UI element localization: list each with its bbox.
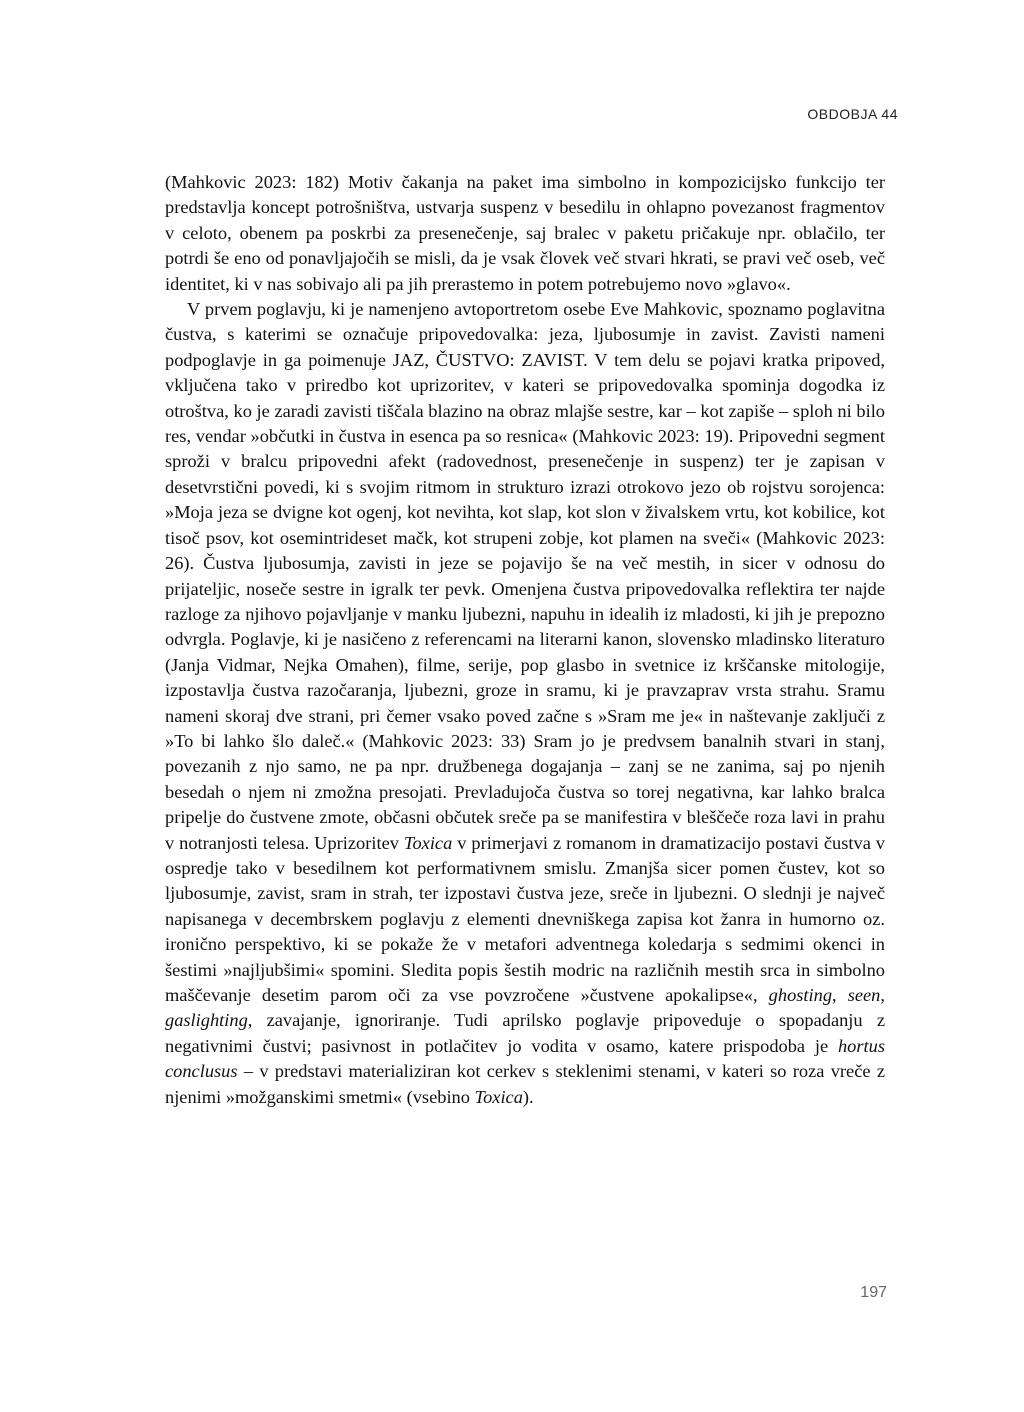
paragraph [165,297,885,1110]
italic-term: ghosting [768,985,833,1005]
italic-term: seen [847,985,881,1005]
paragraph-text: – v predstavi materializiran kot cerkev s steklenimi stenami, v kateri so roza vreče z njenimi »možganskimi smetmi« (vsebino [165,1061,885,1107]
paragraph-text: v primerjavi z romanom in dramatizacijo postavi čustva v ospredje tako v besedilnem kot performativnem smislu. Zmanjša sicer pomen čustev, kot so ljubosumje, zavist, sram in strah, ter izpostavi čustva jeze, sreče in ljubezni. O slednji je največ napisanega v decembrskem poglavju z elementi dnevniškega zapisa kot žanra in humorno oz. ironično perspektivo, ki se pokaže že v metafori adventnega koledarja s sedmimi okenci in šestimi »najljubšimi« spomini. Sledita popis šestih modric na različnih mestih srca in simbolno maščevanje desetim parom oči za vse povzročene »čustvene apokalipse«, [165,832,886,1005]
italic-title: Toxica [474,1086,523,1107]
separator: , [880,985,885,1005]
body-text [165,170,885,1110]
paragraph-text: ). [522,1086,534,1107]
paragraph-text: , zavajanje, ignoriranje. Tudi aprilsko poglavje pripoveduje o spopadanju z negativnimi čustvi; pasivnost in potlačitev jo vodita v osamo, katere prispodoba je [165,1010,885,1056]
paragraph-text: V prvem poglavju, ki je namenjeno avtoportretom osebe Eve Mahkovic, spoznamo poglavitna čustva, s katerimi se označuje pripovedovalka: jeza, ljubosumje in zavist. Zavisti nameni podpoglavje in ga poimenuje JAZ, ČUSTVO: ZAVIST. V tem delu se pojavi kratka pripoved, vključena tako v priredbo kot uprizoritev, v kateri se pripovedovalka spominja dogodka iz otroštva, ko je zaradi zavisti tiščala blazino na obraz mlajše sestre, kar – kot zapiše – sploh ni bilo res, vendar »občutki in čustva in esenca pa so resnica« (Mahkovic 2023: 19). Pripovedni segment sproži v bralcu pripovedni afekt (radovednost, presenečenje in suspenz) ter je zapisan v desetvrstični povedi, ki s svojim ritmom in strukturo izrazi otrokovo jezo ob rojstvu sorojenca: »Moja jeza se dvigne kot ogenj, kot nevihta, kot slap, kot slon v živalskem vrtu, kot kobilice, kot tisoč psov, kot osemintrideset mačk, kot strupeni zobje, kot plamen na sveči« (Mahkovic 2023: 26). Čustva ljubosumja, zavisti in jeze se pojavijo še na več mestih, in sicer v odnosu do prijateljic, noseče sestre in igralk ter pevk. Omenjena čustva pripovedovalka reflektira ter najde razloge za njihovo pojavljanje v manku ljubezni, napuhu in idealih iz mladosti, ki jih je prepozno odvrgla. Poglavje, ki je nasičeno z referencami na literarni kanon, slovensko mladinsko literaturo (Janja Vidmar, Nejka Omahen), filme, serije, pop glasbo in svetnice iz krščanske mitologije, izpostavlja čustva razočaranja, ljubezni, groze in sramu, ki je pravzaprav vrsta strahu. Sramu nameni skoraj dve strani, pri čemer vsako poved začne s »Sram me je« in naštevanje zaključi z »To bi lahko šlo daleč.« (Mahkovic 2023: 33) Sram jo je predvsem banalnih stvari in stanj, povezanih z njo samo, ne pa npr. družbenega dogajanja – zanj se ne zanima, saj po njenih besedah o njem ni zmožna presojati. Prevladujoča čustva so torej negativna, kar lahko bralca pripelje do čustvene zmote, občasni občutek sreče pa se manifestira v bleščeče roza lavi in prahu v notranjosti telesa. Uprizoritev [165,299,885,853]
page-number: 197 [860,1284,887,1301]
italic-title: Toxica [403,832,453,853]
italic-term: gaslighting [165,1010,248,1031]
separator: , [832,985,848,1005]
running-header: OBDOBJA 44 [807,106,898,122]
paragraph [165,170,885,297]
italic-term: hortus conclusus [165,1035,885,1082]
paragraph-text: (Mahkovic 2023: 182) Motiv čakanja na paket ima simbolno in kompozicijsko funkcijo ter predstavlja koncept potrošništva, ustvarja suspenz v besedilu in ohlapno povezanost fragmentov v celoto, obenem pa poskrbi za presenečenje, saj bralec v paketu pričakuje npr. oblačilo, ter potrdi še eno od ponavljajočih se misli, da je vsak človek več stvari hkrati, se pravi več oseb, več identitet, ki v nas sobivajo ali pa jih prerastemo in potem potrebujemo novo »glavo«. [165,172,885,294]
